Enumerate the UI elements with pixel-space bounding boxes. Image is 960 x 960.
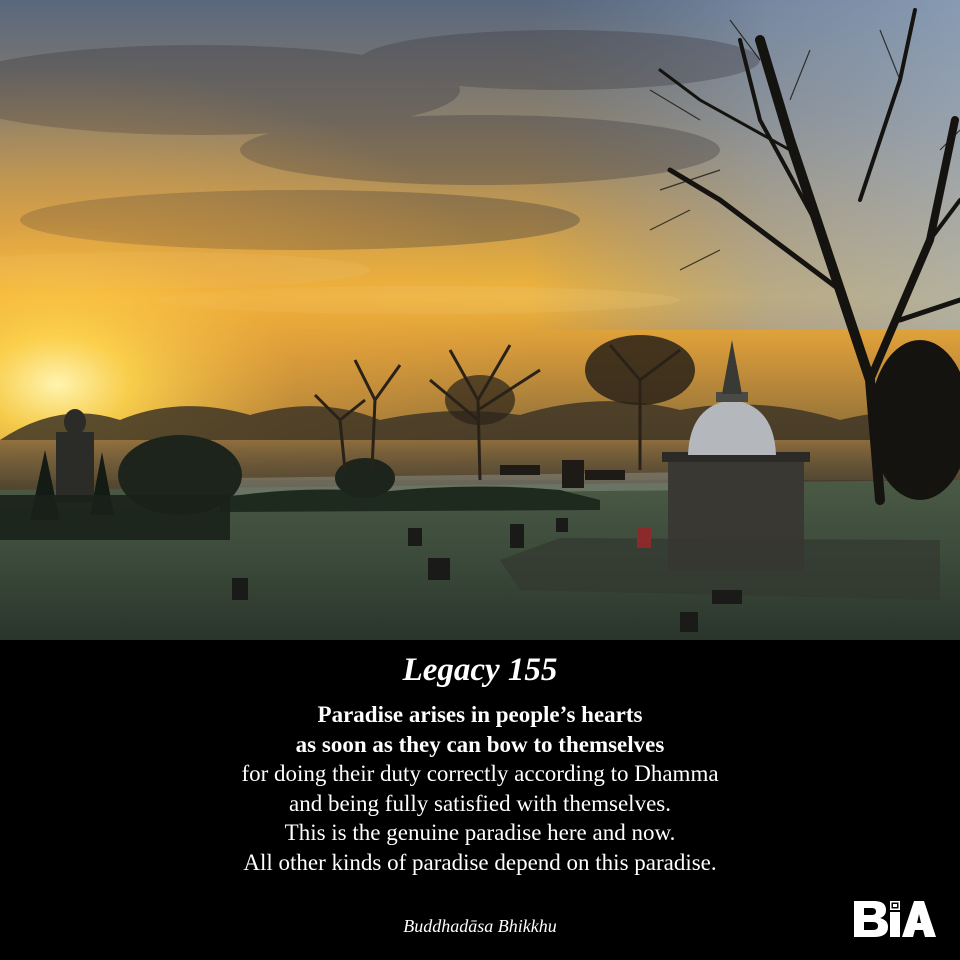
quote-line: and being fully satisfied with themselves. [289,790,671,816]
quote-line: as soon as they can bow to themselves [295,731,665,757]
quote-title: Legacy 155 [402,652,558,688]
quote-line: This is the genuine paradise here and now. [284,820,676,845]
quote-line: All other kinds of paradise depend on this paradise. [243,849,717,875]
bia-logo-icon [852,897,938,939]
quote-line: Paradise arises in people’s hearts [317,702,643,727]
caption-panel [0,640,960,960]
bia-logo-graphic [852,897,938,939]
quote-author: Buddhadāsa Bhikkhu [403,916,557,936]
quote-line: for doing their duty correctly according to Dhamma [241,761,719,786]
quote-text [0,700,960,877]
